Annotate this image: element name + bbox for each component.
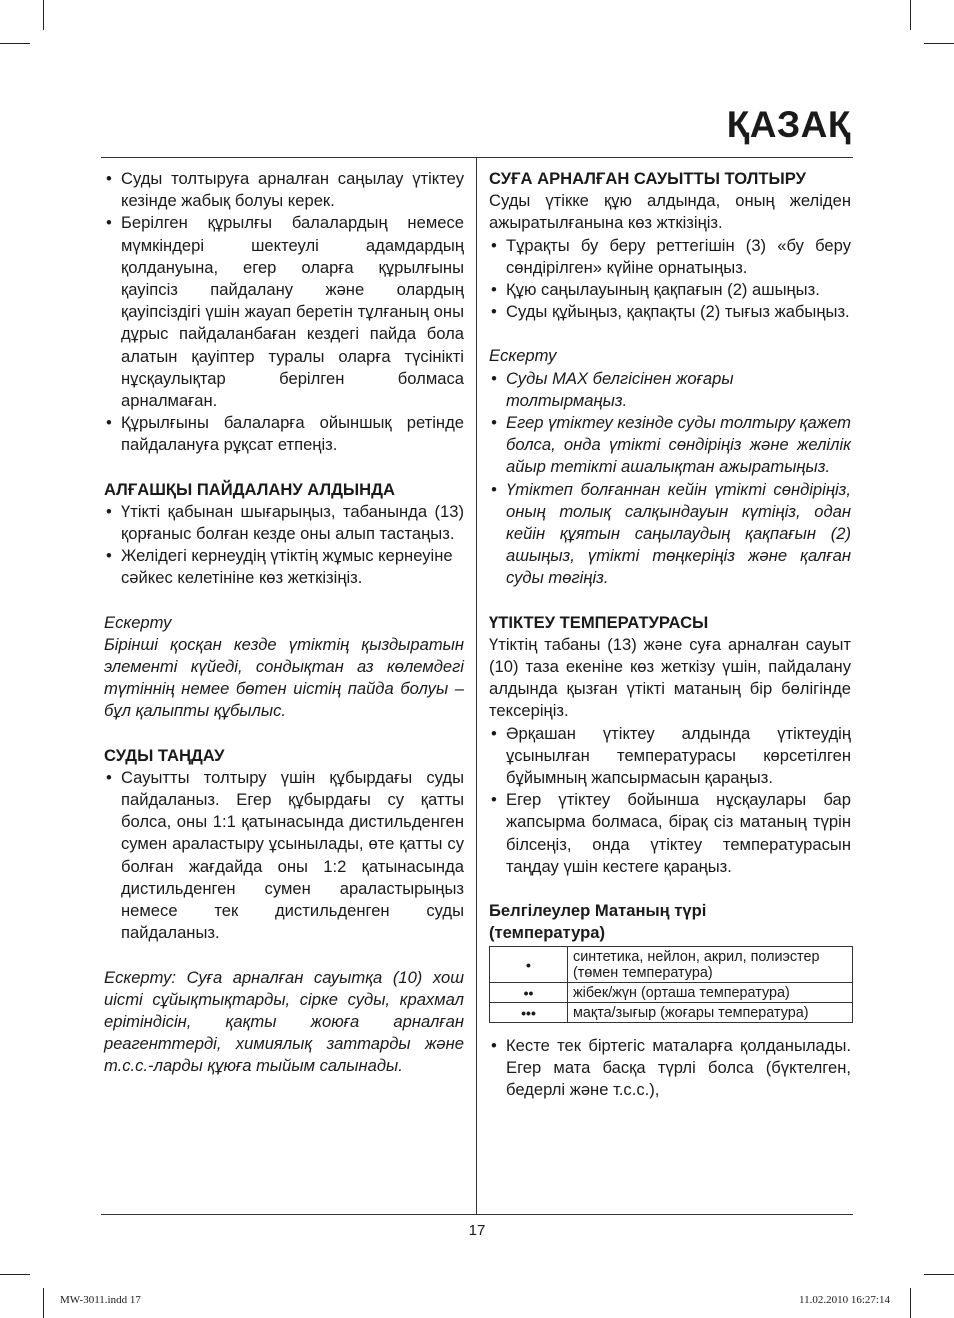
fill-list xyxy=(489,235,851,324)
list-item: • Үтіктеп болғаннан кейін үтікті сөндіріңіз, оның толық салқындауын күтіңіз, одан кейін құятын саңылаудың қақпағын (2) ашыңыз, үтікті төңкеріңіз және қалған суды төгіңіз. xyxy=(489,479,851,590)
crop-mark xyxy=(43,1288,44,1318)
list-item: • Егер үтіктеу бойынша нұсқаулары бар жапсырма болмаса, бірақ сіз матаның түрін білсеңіз, онда үтіктеу температурасын таңдау үшін кестеге қараңыз. xyxy=(489,789,851,878)
table-heading: Белгілеулер Матаның түрі xyxy=(489,901,707,921)
paragraph: Үтіктің табаны (13) және суға арналған сауыт (10) таза екеніне көз жеткізу үшін, пайдалану алдында қызған үтікті матаның бір бөлігінде тексеріңіз. xyxy=(489,634,851,721)
table-cell-fabric: синтетика, нейлон, акрил, полиэстер (төмен температура) xyxy=(568,946,853,982)
list-item: • Кесте тек біртегіс маталарға қолданылады. Егер мата басқа түрлі болса (бүктелген, бедерлі және т.с.с.), xyxy=(489,1035,851,1102)
column-divider xyxy=(476,158,477,1214)
note-text: Бірінші қосқан кезде үтіктің қыздыратын элементі күйеді, сондықтан аз көлемдегі түтіннің немее бөтен иістің пайда болуы – бұл қалыпты құбылыс. xyxy=(104,634,464,721)
table-row xyxy=(490,982,853,1002)
crop-mark xyxy=(910,1288,911,1318)
list-item: • Құрылғыны балаларға ойыншық ретінде пайдалануға рұқсат етпеңіз. xyxy=(104,412,464,456)
crop-mark xyxy=(924,43,954,44)
section-heading-fill: СУҒА АРНАЛҒАН САУЫТТЫ ТОЛТЫРУ xyxy=(489,169,806,188)
header-rule xyxy=(101,157,853,158)
section-heading-water-choice: СУДЫ ТАҢДАУ xyxy=(104,745,225,765)
footer-rule xyxy=(101,1214,853,1215)
crop-mark xyxy=(910,0,911,30)
note-text: Ескерту: Суға арналған сауытқа (10) хош иісті сұйықтықтарды, сірке суды, крахмал ерітіндісін, қақты жоюға арналған реагенттерді, химиялық заттарды және т.с.с.-ларды құюға тыйым салынады. xyxy=(104,967,464,1076)
table-row xyxy=(490,946,853,982)
list-item: • Сауытты толтыру үшін құбырдағы суды пайдаланыз. Егер құбырдағы су қатты болса, оны 1:1 қатынасында дистильденген сумен араластыру ұсынылады, өте қатты су болған жағдайда оны 1:2 қатынасында дистильденген сумен араластырыңыз немесе тек дистильденген суды пайдаланыз. xyxy=(104,767,464,945)
page-title: ҚАЗАҚ xyxy=(726,104,851,145)
table-cell-fabric: жібек/жүн (орташа температура) xyxy=(568,982,853,1002)
table-heading: (температура) xyxy=(489,923,605,943)
list-item: • Берілген құрылғы балалардың немесе мүмкіндері шектеулі адамдардың қолдануына, егер оларға құрылғыны қауіпсіз пайдалану және олардың қауіпсіздігі үшін жауап беретін тұлғаның оны дұрыс пайдаланбаған кездегі пайда бола алатын қауіптер туралы оларға түсінікті нұсқаулықтар берілген болмаса арналмаған. xyxy=(104,212,464,412)
note-title: Ескерту xyxy=(489,346,557,366)
list-item: • Тұрақты бу беру реттегішін (3) «бу беру сөндірілген» күйіне орнатыңыз. xyxy=(489,235,851,279)
table-cell-symbol: • xyxy=(490,946,568,982)
after-table-list xyxy=(489,1035,851,1102)
water-choice-list xyxy=(104,767,464,945)
crop-mark xyxy=(43,0,44,30)
section-heading-temperature: ҮТІКТЕУ ТЕМПЕРАТУРАСЫ xyxy=(489,612,709,632)
list-item: • Суды толтыруға арналған саңылау үтіктеу кезінде жабық болуы керек. xyxy=(104,168,464,212)
list-item: • Әрқашан үтіктеу алдында үтіктеудің ұсынылған температурасы көрсетілген бұйымның жапсырмасын қараңыз. xyxy=(489,723,851,790)
table-cell-fabric: мақта/зығыр (жоғары температура) xyxy=(568,1002,853,1022)
footer-file-info: MW-3011.indd 17 xyxy=(60,1294,141,1306)
table-cell-symbol: ••• xyxy=(490,1002,568,1022)
left-column xyxy=(104,168,464,1078)
paragraph: Суды үтікке құю алдында, оның желіден ажыратылғанына көз жткізіңіз. xyxy=(489,191,851,233)
list-item: • Егер үтіктеу кезінде суды толтыру қажет болса, онда үтікті сөндіріңіз және желілік айыр тетікті ашалықтан ажыратыңыз. xyxy=(489,412,851,479)
before-use-list xyxy=(104,501,464,590)
fabric-temperature-table xyxy=(489,946,853,1023)
list-item: • Құю саңылауының қақпағын (2) ашыңыз. xyxy=(489,279,851,301)
crop-mark xyxy=(924,1274,954,1275)
list-item: • Үтікті қабынан шығарыңыз, табанында (13) қорғаныс болған кезде оны алып тастаңыз. xyxy=(104,501,464,545)
list-item: • Суды MAX белгісінен жоғары толтырмаңыз. xyxy=(489,368,851,412)
right-column xyxy=(489,168,851,1101)
temperature-list xyxy=(489,723,851,878)
page-number: 17 xyxy=(468,1222,486,1239)
note-list xyxy=(489,368,851,590)
list-item: • Желідегі кернеудің үтіктің жұмыс кернеуіне сәйкес келетініне көз жеткізіңіз. xyxy=(104,545,464,589)
list-item: • Суды құйыңыз, қақпақты (2) тығыз жабыңыз. xyxy=(489,301,851,323)
crop-mark xyxy=(0,43,30,44)
table-row xyxy=(490,1002,853,1022)
footer-timestamp: 11.02.2010 16:27:14 xyxy=(799,1294,890,1306)
safety-list xyxy=(104,168,464,457)
crop-mark xyxy=(0,1274,30,1275)
table-cell-symbol: •• xyxy=(490,982,568,1002)
note-title: Ескерту xyxy=(104,612,172,632)
section-heading-before-use: АЛҒАШҚЫ ПАЙДАЛАНУ АЛДЫНДА xyxy=(104,479,395,499)
